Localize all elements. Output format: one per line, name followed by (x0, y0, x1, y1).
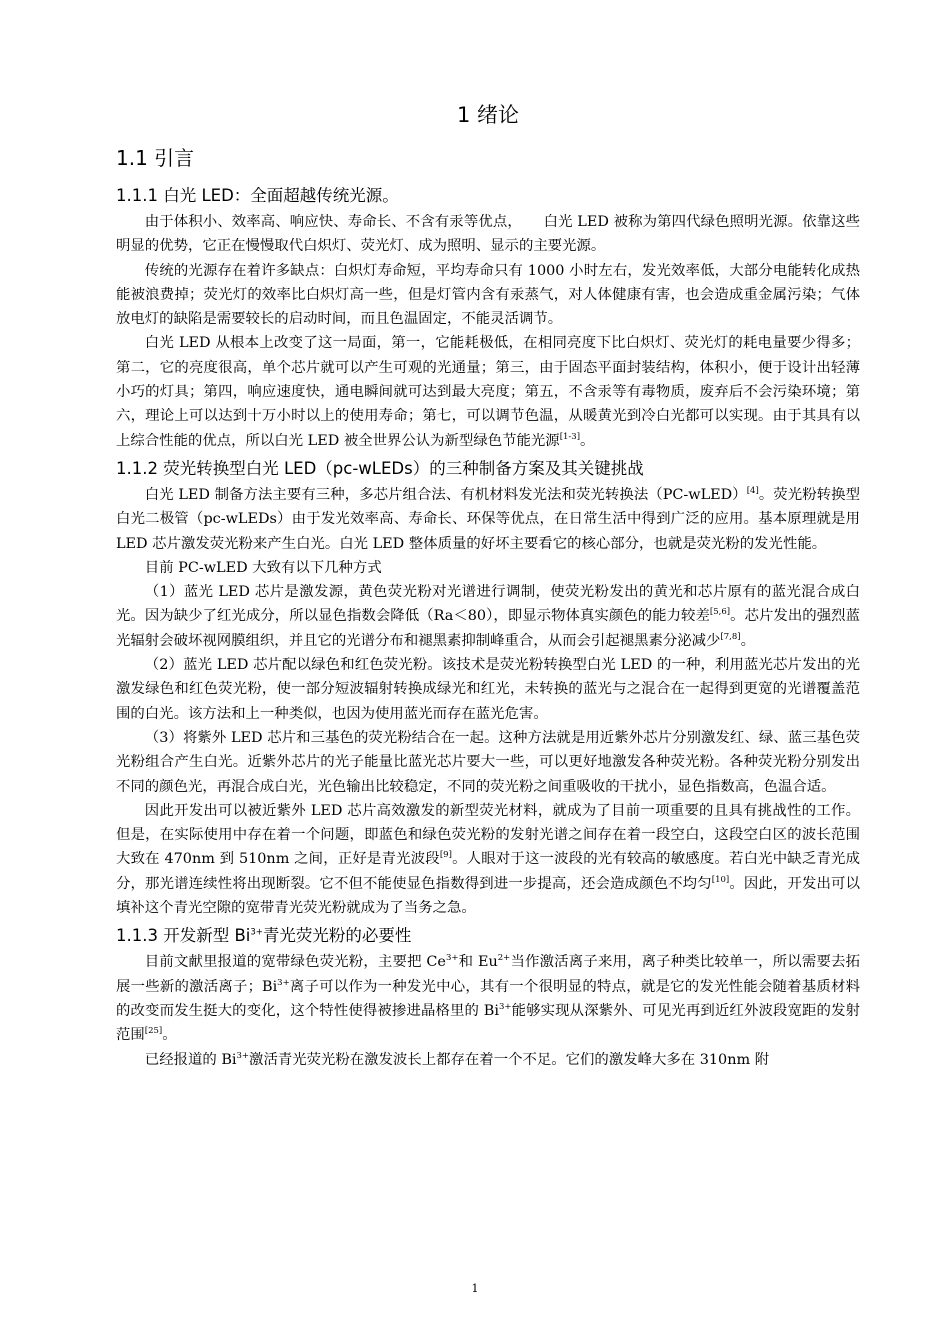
body-paragraph: 因此开发出可以被近紫外 LED 芯片高效激发的新型荧光材料，就成为了目前一项重要的且具有挑战性的工作。但是，在实际使用中存在着一个问题，即蓝色和绿色荧光粉的发射光谱之间存在着一段空白，这段空白区的波长范围大致在 470nm 到 510nm 之间，正好是青光波段[9]。人眼对于这一波段的光有较高的敏感度。若白光中缺乏青光成分，那光谱连续性将出现断裂。它不但不能使显色指数得到进一步提高，还会造成颜色不均匀[10]。因此，开发出可以填补这个青光空隙的宽带青光荧光粉就成为了当务之急。 (116, 802, 860, 917)
body-paragraph: 白光 LED 制备方法主要有三种，多芯片组合法、有机材料发光法和荧光转换法（PC-wLED）[4]。荧光粉转换型白光二极管（pc-wLEDs）由于发光效率高、寿命长、环保等优点，在日常生活中得到广泛的应用。基本原理就是用 LED 芯片激发荧光粉来产生白光。白光 LED 整体质量的好坏主要看它的核心部分，也就是荧光粉的发光性能。 (116, 486, 860, 552)
body-paragraph: （1）蓝光 LED 芯片是激发源，黄色荧光粉对光谱进行调制，使荧光粉发出的黄光和芯片原有的蓝光混合成白光。因为缺少了红光成分，所以显色指数会降低（Ra＜80），即显示物体真实颜色的能力较差[5,6]。芯片发出的强烈蓝光辐射会破坏视网膜组织，并且它的光谱分布和褪黑素抑制峰重合，从而会引起褪黑素分泌减少[7,8]。 (116, 584, 860, 649)
superscript: 3+ (498, 1002, 512, 1013)
subsection-title: 1.1.1 白光 LED：全面超越传统光源。 (116, 186, 399, 205)
section-title: 1.1 引言 (116, 146, 195, 170)
superscript: [10] (711, 874, 730, 885)
body-paragraph: 目前文献里报道的宽带绿色荧光粉，主要把 $Ce^{3+}$和 $Eu^{2+}$当作激活离子来用，离子种类比较单一，所以需要去拓展一些新的激活离子；$Bi^{3+}$离子可以作为一种发光中心，其有一个很明显的特点，就是它的发光性能会随着基质材料的改变而发生挺大的变化，这个特性使得被掺进晶格里的 $Bi^{3+}$能够实现从深紫外、可见光再到近红外波段宽距的发射范围[25]。 (116, 953, 860, 1044)
body-paragraph: 由于体积小、效率高、响应快、寿命长、不含有汞等优点， 白光 LED 被称为第四代绿色照明光源。依靠这些明显的优势，它正在慢慢取代白炽灯、荧光灯、成为照明、显示的主要光源。 (116, 214, 860, 255)
superscript: 3+ (445, 953, 459, 964)
superscript: [1-3] (559, 431, 581, 442)
page-content (116, 100, 860, 1072)
body-paragraph: （2）蓝光 LED 芯片配以绿色和红色荧光粉。该技术是荧光粉转换型白光 LED 的一种，利用蓝光芯片发出的光激发绿色和红色荧光粉，使一部分短波辐射转换成绿光和红光，未转换的蓝光与之混合在一起得到更宽的光谱覆盖范围的白光。该方法和上一种类似，也因为使用蓝光而存在蓝光危害。 (116, 657, 860, 722)
superscript: [5,6] (709, 607, 731, 618)
subsection-title: 1.1.2 荧光转换型白光 LED（pc-wLEDs）的三种制备方案及其关键挑战 (116, 458, 644, 478)
subsection-title: 1.1.3 开发新型 $Bi^{3+}$青光荧光粉的必要性 (116, 926, 412, 946)
body-paragraph: 已经报道的 $Bi^{3+}$激活青光荧光粉在激发波长上都存在着一个不足。它们的激发峰大多在 310nm 附 (144, 1050, 770, 1068)
superscript: [25] (144, 1026, 163, 1037)
superscript: [7,8] (720, 631, 741, 642)
body-paragraph: 传统的光源存在着许多缺点：白炽灯寿命短，平均寿命只有 1000 小时左右，发光效率低，大部分电能转化成热能被浪费掉；荧光灯的效率比白炽灯高一些，但是灯管内含有汞蒸气，对人体健康有害，也会造成重金属污染；气体放电灯的缺陷是需要较长的启动时间，而且色温固定，不能灵活调节。 (116, 262, 860, 328)
superscript: [4] (746, 486, 759, 497)
body-paragraph: （3）将紫外 LED 芯片和三基色的荧光粉结合在一起。这种方法就是用近紫外芯片分别激发红、绿、蓝三基色荧光粉组合产生白光。近紫外芯片的光子能量比蓝光芯片要大一些，可以更好地激发各种荧光粉。各种荧光粉分别发出不同的颜色光，再混合成白光，光色输出比较稳定，不同的荧光粉之间重吸收的干扰小，显色指数高，色温合适。 (116, 729, 860, 795)
superscript: 2+ (497, 953, 511, 964)
body-paragraph: 目前 PC-wLED 大致有以下几种方式 (144, 559, 382, 576)
page-number: 1 (471, 1282, 479, 1295)
subsections (116, 184, 860, 1072)
body-paragraph: 白光 LED 从根本上改变了这一局面，第一，它能耗极低，在相同亮度下比白炽灯、荧光灯的耗电量要少得多；第二，它的亮度很高，单个芯片就可以产生可观的光通量；第三，由于固态平面封装结构，体积小，便于设计出轻薄小巧的灯具；第四，响应速度快，通电瞬间就可达到最大亮度；第五，不含汞等有毒物质，废弃后不会污染环境；第六，理论上可以达到十万小时以上的使用寿命；第七，可以调节色温，从暖黄光到冷白光都可以实现。由于其具有以上综合性能的优点，所以白光 LED 被全世界公认为新型绿色节能光源[1-3]。 (116, 335, 860, 449)
chapter-title: 1 绪论 (456, 103, 520, 127)
superscript: 3+ (277, 977, 290, 988)
superscript: [9] (439, 850, 452, 861)
superscript: 3+ (250, 927, 263, 938)
superscript: 3+ (236, 1050, 250, 1061)
